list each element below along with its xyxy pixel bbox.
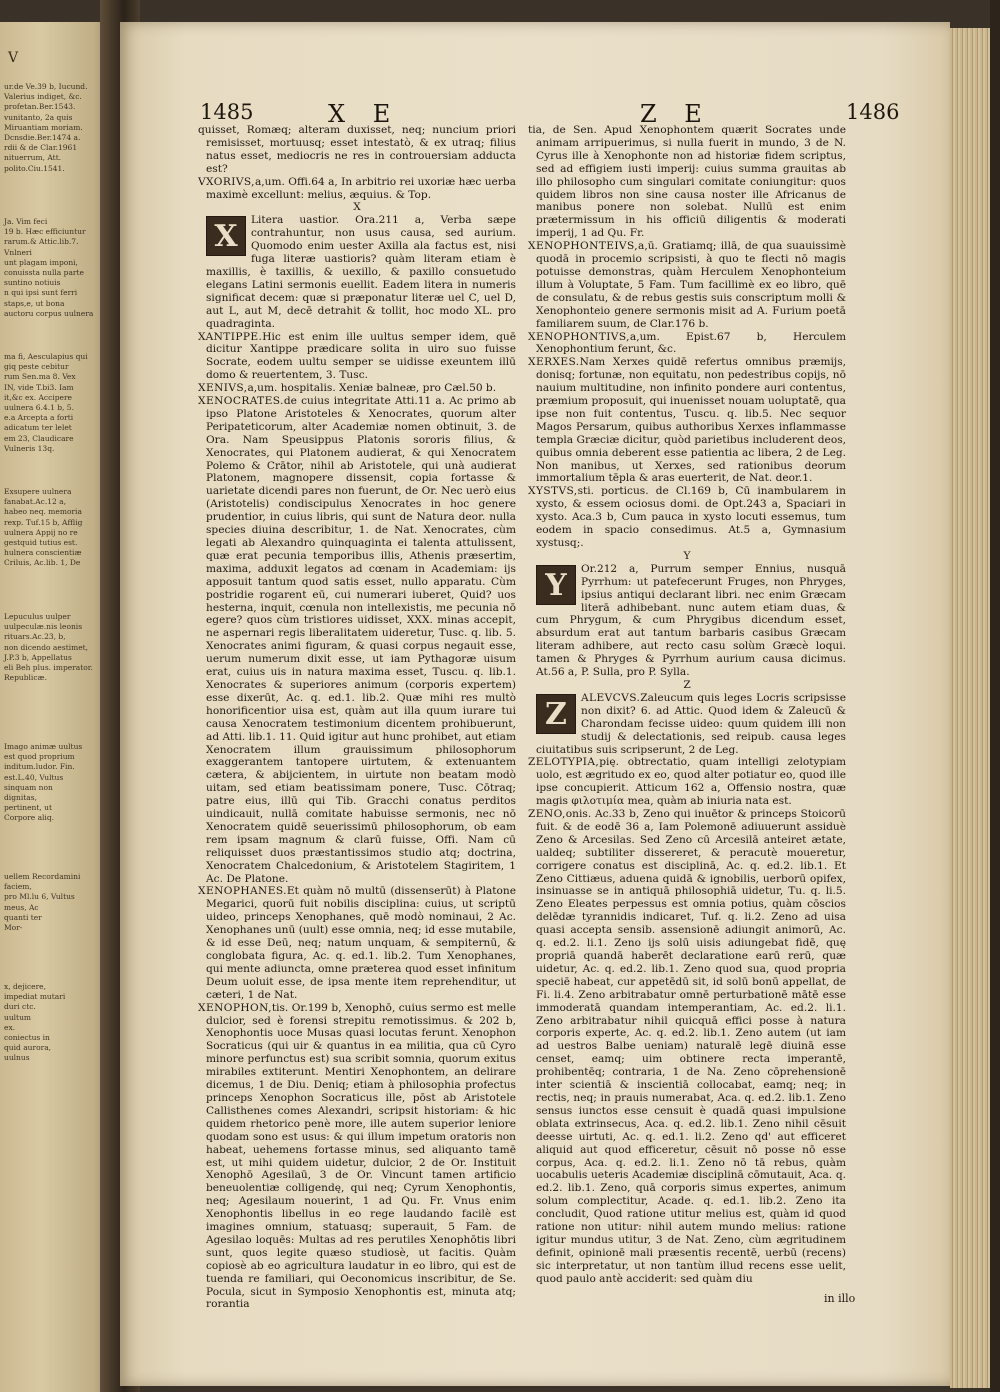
entry-text: onis. Ac.33 b, Zeno qui inuētor & princeps Stoicorū fuit. & de eodē 36 a, Iam Polemonē adiuuerunt assiduè Zeno & Arcesilas. Sed Zeno cū Arcesilā anteiret ætate, ualdeq; subtiliter dissereret, & peracutè moueretur, corrigere conatus est disciplinā, Ac. q. ed.2. lib.1. Et Zeno Cittiæus, aduena quidā & ignobilis, uerborū opifex, insinuasse se in antiquā philosophiā uidetur, Tu. q. li.5. Zeno Eleates perpessus est omnia potius, quàm cōscios delēdæ tyrannidis indicaret, Tuf. q. li.2. Zeno ad uisa quasi accepta sensib. assensionē adiungit animorū, Ac. q. ed.2. li.1. Zeno ijs solū uisis adiungebat fidē, quę propriā quandā haberēt declaratione earū rerū, quæ uidetur, Ac. q. ed.2. lib.1. Zeno quod sua, quod propria speciē habeat, cur appetēdū sit, id solū bonū appellat, de Fi. li.4. Zeno arbitrabatur omnē perturbationē mātē esse immoderatā quandam intemperantiam, Ac. ed.2. li.1. Zeno arbitrabatur nihil quicquā effici posse à natura corporis experte, Ac. q. ed.2. lib.1. Zeno autem (ut iam ad uestros Balbe ueniam) naturalē legē diuinā esse censet, eamq; uim obtinere recta imperantē, prohibentēq; contraria, 1 de Na. Zeno cōprehensionē inter scientiā & inscientiā collocabat, eamq; neq; in rectis, neq; in prauis numerabat, Aca. q. ed.2. lib.1. Zeno sensus iunctos esse censuit è quadā quasi impulsione oblata extrinsecus, Aca. q. ed.2. lib.1. Zeno nihil cēsuit deesse uirtuti, Ac. q. ed.1. li.2. Zeno qd' aut efficeret aliquid aut quod efficeretur, cēsuit nō posse nō esse corpus, Aca. q. ed.2. li.1. Zeno nō tā rebus, quàm uocabulis ueteris Academiæ disciplinā cōmutauit, Aca. q. ed.2. lib.1. Zeno, quā corporis simus expertes, animum solum complectitur, Acade. q. ed.1. lib.2. Zeno ita concludit, Quod ratione utitur melius est, quàm id quod ratione non utitur: nihil autem mundo melius: ratione igitur mundus utitur, 3 de Nat. Zeno, cùm ægritudinem definit, opinionē mali præsentis recentē, uerbū (recens) sic interpretatur, ut non tantùm illud recens esse uelit, quod paulo antè acciderit: sed quàm diu: [536, 808, 846, 1285]
entry-text: pię. obtrectatio, quam intelligi zelotypiam uolo, est ægritudo ex eo, quod alter potiatur eo, quod ille ipse concupierit. Atticum 162 a, Offensio nostra, quæ magis φιλοτιμία mea, quàm ab iniuria nata est.: [536, 756, 846, 808]
section-letter: X: [353, 201, 361, 214]
section-letter: Y: [683, 549, 691, 562]
entry-text: Litera uastior. Ora.211 a, Verba sæpe contrahuntur, non usus causa, sed aurium. Quomodo enim uester Axilla ala factus est, nisi fuga literæ uastioris? quàm literam etiam è maxillis, è taxillis, & uexillo, & paxillo consuetudo elegans Latini sermonis euellit. Eadem litera in numeris significat decem: quæ si præponatur literæ uel C, uel D, aut L, aut M, decē detrahit & tollit, hoc modo XL. pro quadraginta.: [206, 214, 516, 330]
entry-text: tia, de Sen. Apud Xenophontem quærit Socrates unde animam arripuerimus, si nulla fuerit in mundo, 3 de N. Cyrus ille à Xenophonte non ad historiæ fidem scriptus, sed ad effigiem iusti imperij: cuius summa grauitas ab illo philosopho cum singulari comitate coniungitur: quos quidem libros non sine causa noster ille Africanus de manibus ponere non solebat. Nullū est enim prætermissum in his officiū diligentis & moderati imperij, 1 ad Qu. Fr.: [528, 124, 846, 240]
page-number-right: 1486: [846, 100, 900, 124]
entry-text: a,um. Offi.64 a, In arbitrio rei uxoriæ hæc uerba maximè excellunt: melius, æquius. & Top.: [206, 175, 516, 201]
left-page-fragment: ur.de Ve.39 b, Iucund. Valerius indiget, &c. profetan.Ber.1543. vunitanto, 2a quis Miruantiam moriam. Dcnsdie.Ber.1474 a. rdii & de Clar.1961 nituerrum, Att. polito.Ciu.1541.: [4, 82, 88, 173]
entry-headword: ZENO,: [528, 808, 566, 821]
left-page-fragment: uellem Recordamini faciem, pro Ml.lu 6, Vultus meus, Ac quanti ter Mor-: [4, 872, 81, 933]
section-header-right: Z E: [640, 100, 712, 128]
dictionary-entry: [528, 240, 846, 330]
dictionary-entry: [198, 176, 516, 202]
entry-text: tis. Or.199 b, Xenophō, cuius sermo est melle dulcior, sed è forensi strepitu remotissimus. & 202 b, Xenophontis uoce Musas quasi locutas ferunt. Xenophon Socraticus (qui uir & quantus in ea militia, qua cū Cyro minore perfunctus est) sua scribit somnia, quorum exitus mirabiles extiterunt. Mentiri Xenophontem, an delirare dicemus, 1 de Diu. Deniq; etiam à philosophia profectus princeps Xenophon Socraticus ille, pōst ab Aristotele Callisthenes comes Alexandri, scripsit historiam: & hic quidem rhetorico penè more, ille autem superior leniore quodam sono est usus: & qui illum impetum oratoris non habeat, uehemens fortasse minus, sed aliquanto tamē est, ut mihi quidem uidetur, dulcior, 2 de Or. Instituit Xenophō Agesilaū, 3 de Or. Vincunt tamen artificio beneuolentiæ colligendę, qui neq; Cyrum Xenophontis, neq; Agesilaum nouerint, 1 ad Qu. Fr. Vnus enim Xenophontis libellus in eo rege laudando facilè est imagines omnium, statuasq; superauit, 5 Fam. de Agesilao loquēs: Multas ad res perutiles Xenophōtis libri sunt, quos legite quæso studiosè, ut facitis. Quàm copiosè ab eo agricultura laudatur in eo libro, qui est de tuenda re familiari, qui Oeconomicus inscribitur, de Se. Pocula, sicut in Symposio Xenophontis est, minuta atq; rorantia: [206, 1001, 516, 1311]
section-header-left: X E: [328, 100, 401, 128]
page-number-left: 1485: [200, 100, 254, 124]
decorated-initial: X: [206, 216, 246, 256]
entry-headword: XERXES.: [528, 356, 580, 369]
entry-headword: XENIVS,: [198, 382, 248, 395]
page-stack-edge: [950, 28, 990, 1388]
left-page-fragment: ma fi, Aesculapius qui giq peste cebitur rum Sen.ma 8. Vex IN, vide T.bi3. Iam it,&c ex. Accipere uulnera 6.4.1 b, 5. e.a Arcepta a forti adicatum ter lelet em 23, Claudicare Vulneris 13q.: [4, 352, 88, 453]
right-page: [120, 22, 950, 1386]
text-column-left: [198, 124, 516, 1311]
dictionary-entry: [528, 692, 846, 757]
dictionary-entry: [198, 124, 516, 176]
dictionary-entry: [528, 808, 846, 1286]
dictionary-entry: [198, 331, 516, 383]
entry-text: quisset, Romæq; alteram duxisset, neq; nuncium priori remisisset, mortuusq; esset intestatò, & ex utraq; filius natus esset, mediocris ne res in controuersiam adducta est?: [198, 124, 516, 175]
dictionary-entry: [198, 382, 516, 395]
section-letter: Z: [683, 678, 691, 691]
dictionary-entry: [528, 756, 846, 808]
dictionary-entry: [198, 214, 516, 330]
dictionary-entry: [528, 124, 846, 240]
decorated-initial: Y: [536, 565, 576, 605]
entry-headword: XYSTVS,: [528, 485, 578, 498]
left-page-fragment: Exsupere uulnera fanabat.Ac.12 a, habeo neq. memoria rexp. Tuf.15 b, Afflig uulnera Appij no re gestquid tutius est. hulnera conscientiæ Criluis, Ac.lib. 1, De: [4, 487, 83, 568]
catchword: in illo: [824, 1292, 856, 1305]
dictionary-entry: [198, 885, 516, 1001]
entry-text: a,um. hospitalis. Xeniæ balneæ, pro Cæl.50 b.: [247, 382, 497, 395]
dictionary-entry: [528, 563, 846, 679]
dictionary-entry: [528, 331, 846, 357]
entry-headword: ALEVCVS.: [581, 691, 641, 704]
left-page-signature: V: [8, 50, 19, 66]
dictionary-entry: [528, 485, 846, 550]
entry-headword: XENOPHONTIVS,: [528, 330, 630, 343]
entry-headword: XENOCRATES.: [198, 395, 284, 408]
decorated-initial: Z: [536, 694, 576, 734]
entry-text: a,um. Epist.67 b, Herculem Xenophontium ferunt, &c.: [536, 330, 846, 356]
left-page-fragment: x, dejicere, impediat mutari duri ctc. uultum ex. coniectus in quid aurora, uulnus: [4, 982, 66, 1063]
entry-headword: XENOPHONTEIVS,: [528, 240, 639, 253]
left-page-fragment: Ja. Vim feci 19 b. Hæc efficiuntur rarum.& Attic.lib.7. Vnlneri unt plagam imponi, conuissta nulla parte suntino notiuis n qui ipsi sunt ferri staps,e, ut bona auctoru corpus uulnera: [4, 217, 94, 318]
entry-text: Zaleucum quis leges Locris scripsisse non dixit? 6. ad Attic. Quod idem & Zaleucū & Charondam fecisse uideo: quum quidem illi non studij & delectationis, sed reipub. causa leges ciuitatibus suis scripserunt, 2 de Leg.: [536, 691, 846, 756]
entry-text: sti. porticus. de Cl.169 b, Cū inambularem in xysto, & essem ociosus domi. de Opt.243 a, Spaciari in xysto. Aca.3 b, Cum pauca in xysto locuti essemus, tum eodem in spacio consedimus. At.5 a, Gymnasium xystusq;.: [536, 485, 846, 549]
entry-headword: VXORIVS,: [198, 175, 255, 188]
dictionary-entry: [198, 395, 516, 885]
entry-headword: ZELOTYPIA,: [528, 756, 600, 769]
text-column-right: [528, 124, 846, 1294]
entry-text: a,ū. Gratiamq; illā, de qua suauissimè quodā in procemio scripsisti, à quo te flecti nō magis potuisse demonstras, quàm Herculem Xenophonteium illum à Voluptate, 5 Fam. Tum facillimè ex eo libro, quē de consulatu, & de rebus gestis suis conscriptum molli & Xenophonteio genere sermonis misit ad A. Furium poetā familiarem suum, de Clar.176 b.: [536, 240, 846, 330]
entry-headword: XENOPHON,: [198, 1001, 272, 1014]
binding-shadow: [990, 0, 1000, 1392]
entry-text: de cuius integritate Atti.11 a. Ac primo ab ipso Platone Aristoteles & Xenocrates, quorum alter Peripateticorum, alter Academiæ nomen obtinuit, 3. de Ora. Nam Speusippus Platonis sororis filius, & Xenocrates, qui Platonem audierat, & qui Xenocratem Polemo & Crātor, nihil ab Aristotele, qui unà audierat Platonem, magnopere dissensit, copia fortasse & uarietate dicendi pares non fuerunt, de Or. Nec uerò eius (Aristotelis) condiscipulus Xenocrates in hoc genere prudentior, in cuius libris, qui sunt de Natura deor. nulla species diuina describitur, 1. de Nat. Xenocrates, cùm legati ab Alexandro quinquaginta ei talenta attulissent, quæ erat pecunia temporibus illis, Athenis præsertim, maxima, adduxit legatos ad cœnam in Academiam: ijs apposuit tantum quod satis esset, nullo apparatu. Cùm postridie rogarent eū, cui numerari iuberet, Quid? uos hesterna, inquit, cœnula non intellexistis, me pecunia nō egere? quos cùm tristiores uidisset, XXX. minas accepit, ne aspernari regis liberalitatem uideretur, Tusc. q. lib. 5. Xenocrates animi figuram, & quasi corpus negauit esse, uerum numerum dixit esse, ut iam Pythagoræ uisum erat, cuius uis in natura maxima esset, Tuscu. q. lib.1. Xenocrates & superiores animum (corporis expertem) esse dixerūt, Ac. q. ed.1. lib.2. Quæ mihi res multò honorificentior uisa est, quàm aut illa quum iurare tui causa Xenocratem testimonium dicentem prohibuerunt, ad Atti. lib.1. 11. Quid igitur aut hunc prohibet, aut etiam Xenocratem illum grauissimum philosophorum exaggerantem tantopere uirtutem, & extenuantem cætera, & abijcientem, in uirtute non beatam modò uitam, sed etiam beatissimam ponere, Tusc. Cōtraq; patre eius, illū qui Tib. Gracchi conatus perditos uindicauit, nullā comitate habuisse sermonis, nec nō Xenocratem quidē seuerissimū philosophorum, ob eam rem ipsam magnum & clarū fuisse, Offi. Nam cū reliquisset duos præstantissimos studio atq; doctrina, Xenocratem Chalcedonium, & Aristotelem Stagiritem, 1 Ac. De Platone.: [206, 395, 516, 885]
entry-headword: XENOPHANES.: [198, 885, 287, 898]
left-page-fragment: Imago animæ uultus est quod proprium inditum.ludor. Fin. est.L.40, Vultus sinquam non dignitas, pertinent, ut Corpore aliq.: [4, 742, 83, 823]
entry-text: Et quàm nō multū (dissenserūt) à Platone Megarici, quorū fuit nobilis disciplina: cuius, ut scriptū uideo, princeps Xenophanes, quē modò nominaui, 2 Ac. Xenophanes unū (uult) esse omnia, neq; id esse mutabile, & id esse Deū, neq; natum unquam, & sempiternū, & conglobata figura, Ac. q. ed.1. lib.2. Tum Xenophanes, qui mente adiuncta, omne præterea quod esset infinitum Deum uoluit esse, de ipsa mente item reprehenditur, ut cæteri, 1 de Nat.: [206, 885, 516, 1001]
entry-text: Hic est enim ille uultus semper idem, quē dicitur Xantippe prædicare solita in uiro suo fuisse Socrate, eodem uultu semper se uidisse exeuntem illū domo & reuertentem, 3. Tusc.: [206, 330, 516, 382]
dictionary-entry: [528, 356, 846, 485]
entry-text: Or.212 a, Purrum semper Ennius, nusquā Pyrrhum: ut patefecerunt Fruges, non Phryges, ipsius antiqui declarant libri. nec enim Græcam literā adhibebant. nunc autem etiam duas, & cum Phrygum, & cum Phrygibus dicendum esset, absurdum erat aut tantum barbaris casibus Græcam literam adhibere, aut recto casu solùm Græcè loqui. tamen & Phryges & Pyrrhum aurium causa dicimus. At.56 a, P. Sulla, pro P. Sylla.: [536, 562, 846, 679]
entry-text: Nam Xerxes quidē refertus omnibus præmijs, donisq; fortunæ, non equitatu, non pedestribus copijs, nō nauium multitudine, non infinito pondere auri contentus, præmium proposuit, qui inuenisset nouam uoluptatē, qua ipse non fuit contentus, Tuscu. q. lib.5. Nec sequor Magos Persarum, quibus authoribus Xerxes inflammasse templa Græciæ dicitur, quòd parietibus includerent deos, quibus omnia deberent esse patientia ac libera, 2 de Leg. Non manibus, ut Xerxes, sed rationibus deorum immortalium tēpla & aras euerterit, de Nat. deor.1.: [536, 356, 846, 485]
left-page-fragment: Lepuculus uulper uulpeculæ.nis leonis rituars.Ac.23, b, non dicendo aestimet, J.P.3 b, Appellatus eli Beh plus. imperator. Republicæ.: [4, 612, 93, 683]
entry-headword: XANTIPPE.: [198, 330, 263, 343]
dictionary-entry: [198, 1002, 516, 1312]
